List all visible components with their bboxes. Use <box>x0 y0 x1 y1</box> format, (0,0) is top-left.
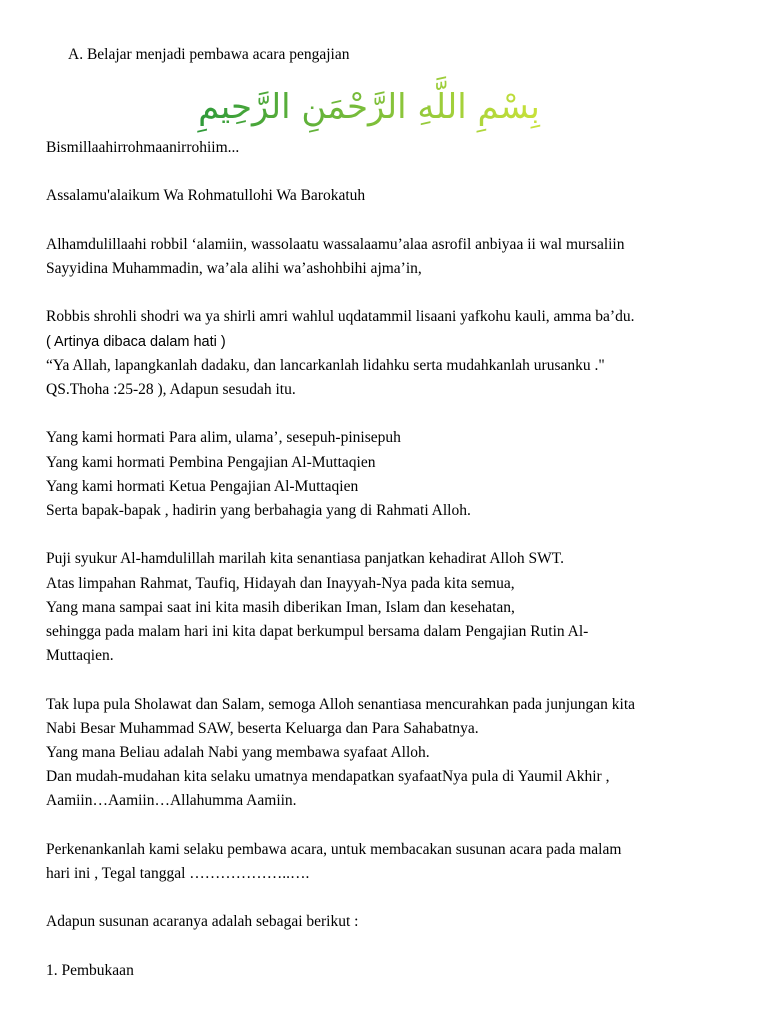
text-line: Dan mudah-mudahan kita selaku umatnya mendapatkan syafaatNya pula di Yaumil Akhir , <box>46 768 610 786</box>
text-line: Yang kami hormati Para alim, ulama’, sesepuh-pinisepuh <box>46 429 401 447</box>
basmala-text: بِسْمِ اللَّهِ الرَّحْمَنِ الرَّحِيمِ <box>198 87 540 127</box>
speech-body <box>46 136 736 983</box>
paragraph <box>46 233 736 281</box>
paragraph <box>46 426 736 523</box>
text-line: hari ini , Tegal tanggal ………………..…. <box>46 864 310 882</box>
section-heading: A. Belajar menjadi pembawa acara pengajian <box>68 46 350 63</box>
text-line: Tak lupa pula Sholawat dan Salam, semoga Alloh senantiasa mencurahkan pada junjungan kita <box>46 695 636 713</box>
paragraph-gap <box>46 523 736 547</box>
paragraph <box>46 547 736 668</box>
paragraph-gap <box>46 935 736 959</box>
text-line: ( Artinya dibaca dalam hati ) <box>46 333 226 350</box>
text-line: Bismillaahirrohmaanirrohiim... <box>46 139 240 156</box>
text-line: Aamiin…Aamiin…Allahumma Aamiin. <box>46 792 297 810</box>
text-line: Sayyidina Muhammadin, wa’ala alihi wa’ashohbihi ajma’in, <box>46 259 422 277</box>
paragraph-gap <box>46 281 736 305</box>
text-line: Atas limpahan Rahmat, Taufiq, Hidayah dan Inayyah-Nya pada kita semua, <box>46 574 515 592</box>
text-line: Yang mana Beliau adalah Nabi yang membawa syafaat Alloh. <box>46 743 430 761</box>
paragraph-gap <box>46 814 736 838</box>
paragraph-gap <box>46 402 736 426</box>
paragraph <box>46 838 736 886</box>
basmala-calligraphy <box>198 80 540 136</box>
paragraph-gap <box>46 209 736 233</box>
text-line: Robbis shrohli shodri wa ya shirli amri wahlul uqdatammil lisaani yafkohu kauli, amma ba’du. <box>46 308 635 326</box>
text-line: 1. Pembukaan <box>46 961 134 979</box>
text-line: Yang kami hormati Pembina Pengajian Al-Muttaqien <box>46 453 376 471</box>
text-line: Adapun susunan acaranya adalah sebagai berikut : <box>46 913 359 931</box>
text-line: Alhamdulillaahi robbil ‘alamiin, wassolaatu wassalaamu’alaa asrofil anbiyaa ii wal mursaliin <box>46 235 625 253</box>
text-line: Muttaqien. <box>46 647 114 665</box>
paragraph <box>46 305 736 402</box>
text-line: Serta bapak-bapak , hadirin yang berbahagia yang di Rahmati Alloh. <box>46 501 471 519</box>
text-line: Puji syukur Al-hamdulillah marilah kita senantiasa panjatkan kehadirat Alloh SWT. <box>46 550 564 568</box>
basmala-calligraphy-image <box>198 80 540 136</box>
paragraph <box>46 136 736 160</box>
text-line: sehingga pada malam hari ini kita dapat berkumpul bersama dalam Pengajian Rutin Al- <box>46 622 589 640</box>
text-line: “Ya Allah, lapangkanlah dadaku, dan lancarkanlah lidahku serta mudahkanlah urusanku ." <box>46 356 605 374</box>
paragraph-gap <box>46 886 736 910</box>
paragraph-gap <box>46 668 736 692</box>
text-line: Yang kami hormati Ketua Pengajian Al-Muttaqien <box>46 477 359 495</box>
text-line: QS.Thoha :25-28 ), Adapun sesudah itu. <box>46 380 296 398</box>
text-line: Yang mana sampai saat ini kita masih diberikan Iman, Islam dan kesehatan, <box>46 598 515 616</box>
paragraph-gap <box>46 160 736 184</box>
text-line: Perkenankanlah kami selaku pembawa acara, untuk membacakan susunan acara pada malam <box>46 840 622 858</box>
paragraph <box>46 693 736 814</box>
paragraph <box>46 910 736 934</box>
paragraph <box>46 184 736 208</box>
text-line: Nabi Besar Muhammad SAW, beserta Keluarga dan Para Sahabatnya. <box>46 719 479 737</box>
text-line: Assalamu'alaikum Wa Rohmatullohi Wa Barokatuh <box>46 187 366 205</box>
paragraph <box>46 959 736 983</box>
